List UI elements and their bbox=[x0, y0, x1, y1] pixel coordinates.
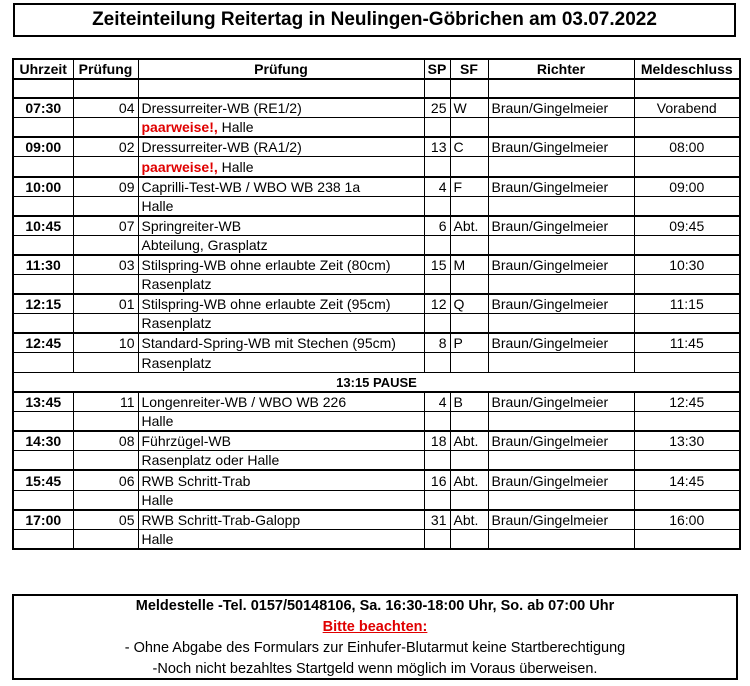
empty-cell bbox=[450, 412, 488, 432]
empty-cell bbox=[488, 196, 634, 216]
empty-cell bbox=[634, 196, 740, 216]
pruefung-name-cell: Stilspring-WB ohne erlaubte Zeit (95cm) bbox=[138, 294, 424, 314]
richter-cell: Braun/Gingelmeier bbox=[488, 255, 634, 275]
empty-cell bbox=[424, 157, 450, 177]
pruefung-name-cell: Dressurreiter-WB (RA1/2) bbox=[138, 137, 424, 157]
pruefung-name-cell: Standard-Spring-WB mit Stechen (95cm) bbox=[138, 333, 424, 353]
empty-cell bbox=[13, 314, 73, 334]
empty-cell bbox=[73, 529, 138, 549]
empty-cell bbox=[450, 451, 488, 471]
richter-cell: Braun/Gingelmeier bbox=[488, 333, 634, 353]
empty-cell bbox=[73, 157, 138, 177]
empty-cell bbox=[73, 118, 138, 138]
table-row bbox=[13, 137, 740, 157]
location-note-cell bbox=[138, 353, 424, 373]
empty-cell bbox=[73, 451, 138, 471]
richter-cell: Braun/Gingelmeier bbox=[488, 216, 634, 236]
header-sf: SF bbox=[450, 59, 488, 79]
empty-cell bbox=[424, 235, 450, 255]
location-label: Abteilung, Grasplatz bbox=[141, 236, 268, 253]
location-note-cell bbox=[138, 275, 424, 295]
sp-cell: 6 bbox=[424, 216, 450, 236]
sp-cell: 4 bbox=[424, 177, 450, 197]
empty-cell bbox=[13, 275, 73, 295]
empty-cell bbox=[488, 529, 634, 549]
table-row bbox=[13, 392, 740, 412]
pruefung-nr-cell: 02 bbox=[73, 137, 138, 157]
table-row bbox=[13, 333, 740, 353]
meldeschluss-cell: 12:45 bbox=[634, 392, 740, 412]
empty-cell bbox=[13, 235, 73, 255]
table-row bbox=[13, 177, 740, 197]
empty-cell bbox=[13, 118, 73, 138]
empty-cell bbox=[73, 490, 138, 510]
sf-cell: F bbox=[450, 177, 488, 197]
header-sp: SP bbox=[424, 59, 450, 79]
empty-cell bbox=[450, 196, 488, 216]
meldeschluss-cell: 14:45 bbox=[634, 470, 740, 490]
table-row-note bbox=[13, 235, 740, 255]
sf-cell: W bbox=[450, 98, 488, 118]
empty-cell bbox=[488, 451, 634, 471]
richter-cell: Braun/Gingelmeier bbox=[488, 392, 634, 412]
header-richter: Richter bbox=[488, 59, 634, 79]
time-cell: 15:45 bbox=[13, 470, 73, 490]
header-pruefung-nr: Prüfung bbox=[73, 59, 138, 79]
sp-cell: 25 bbox=[424, 98, 450, 118]
table-row bbox=[13, 431, 740, 451]
table-row-note bbox=[13, 118, 740, 138]
sp-cell: 4 bbox=[424, 392, 450, 412]
pause-section bbox=[13, 373, 740, 393]
sp-cell: 13 bbox=[424, 137, 450, 157]
footer-note-2: -Noch nicht bezahltes Startgeld wenn möglich im Voraus überweisen. bbox=[152, 661, 598, 677]
empty-cell bbox=[488, 490, 634, 510]
table-row-note bbox=[13, 412, 740, 432]
empty-cell bbox=[488, 353, 634, 373]
page-title: Zeiteinteilung Reitertag in Neulingen-Göbrichen am 03.07.2022 bbox=[13, 3, 736, 37]
meldeschluss-cell: 08:00 bbox=[634, 137, 740, 157]
location-note-cell bbox=[138, 314, 424, 334]
richter-cell: Braun/Gingelmeier bbox=[488, 510, 634, 530]
richter-cell: Braun/Gingelmeier bbox=[488, 98, 634, 118]
empty-cell bbox=[634, 412, 740, 432]
table-row-note bbox=[13, 529, 740, 549]
location-label: Rasenplatz bbox=[141, 315, 212, 332]
location-label: Rasenplatz oder Halle bbox=[141, 452, 280, 469]
time-cell: 14:30 bbox=[13, 431, 73, 451]
empty-cell bbox=[73, 314, 138, 334]
empty-cell bbox=[424, 196, 450, 216]
location-label: Halle bbox=[141, 491, 174, 508]
richter-cell: Braun/Gingelmeier bbox=[488, 431, 634, 451]
footer-meldestelle: Meldestelle -Tel. 0157/50148106, Sa. 16:30-18:00 Uhr, So. ab 07:00 Uhr bbox=[135, 598, 615, 614]
pruefung-name-cell: RWB Schritt-Trab-Galopp bbox=[138, 510, 424, 530]
empty-cell bbox=[13, 353, 73, 373]
schedule-table bbox=[12, 58, 741, 550]
pruefung-name-cell: Springreiter-WB bbox=[138, 216, 424, 236]
empty-cell bbox=[488, 412, 634, 432]
paarweise-label: paarweise!, bbox=[141, 119, 218, 136]
empty-cell bbox=[634, 157, 740, 177]
table-row bbox=[13, 98, 740, 118]
empty-cell bbox=[450, 529, 488, 549]
paarweise-label: paarweise!, bbox=[141, 158, 218, 175]
table-row bbox=[13, 216, 740, 236]
time-cell: 07:30 bbox=[13, 98, 73, 118]
table-row-note bbox=[13, 196, 740, 216]
pruefung-nr-cell: 03 bbox=[73, 255, 138, 275]
empty-cell bbox=[424, 314, 450, 334]
footer-warning-title: Bitte beachten: bbox=[322, 619, 428, 635]
empty-cell bbox=[634, 451, 740, 471]
table-row bbox=[13, 510, 740, 530]
empty-cell bbox=[73, 412, 138, 432]
location-label: Rasenplatz bbox=[141, 354, 212, 371]
time-cell: 17:00 bbox=[13, 510, 73, 530]
empty-cell bbox=[13, 451, 73, 471]
empty-cell bbox=[450, 118, 488, 138]
schedule-body-morning bbox=[13, 79, 740, 373]
location-note-cell bbox=[138, 490, 424, 510]
location-label: Halle bbox=[217, 158, 254, 175]
empty-cell bbox=[634, 118, 740, 138]
location-note-cell bbox=[138, 529, 424, 549]
empty-cell bbox=[488, 118, 634, 138]
pruefung-name-cell: RWB Schritt-Trab bbox=[138, 470, 424, 490]
empty-cell bbox=[634, 314, 740, 334]
footer-box bbox=[12, 594, 738, 680]
empty-cell bbox=[13, 412, 73, 432]
pruefung-nr-cell: 10 bbox=[73, 333, 138, 353]
pause-row: 13:15 PAUSE bbox=[13, 373, 740, 393]
pruefung-nr-cell: 07 bbox=[73, 216, 138, 236]
empty-cell bbox=[450, 490, 488, 510]
empty-cell bbox=[73, 235, 138, 255]
pruefung-nr-cell: 04 bbox=[73, 98, 138, 118]
schedule-body-afternoon bbox=[13, 392, 740, 549]
empty-cell bbox=[424, 412, 450, 432]
header-uhrzeit: Uhrzeit bbox=[13, 59, 73, 79]
empty-cell bbox=[13, 196, 73, 216]
pruefung-nr-cell: 06 bbox=[73, 470, 138, 490]
sp-cell: 15 bbox=[424, 255, 450, 275]
sf-cell: P bbox=[450, 333, 488, 353]
sf-cell: Abt. bbox=[450, 510, 488, 530]
empty-cell bbox=[424, 529, 450, 549]
empty-cell bbox=[450, 314, 488, 334]
location-note-cell bbox=[138, 235, 424, 255]
empty-cell bbox=[13, 490, 73, 510]
sf-cell: Abt. bbox=[450, 470, 488, 490]
time-cell: 09:00 bbox=[13, 137, 73, 157]
sp-cell: 12 bbox=[424, 294, 450, 314]
location-label: Halle bbox=[141, 413, 174, 430]
location-note-cell bbox=[138, 118, 424, 138]
pruefung-name-cell: Dressurreiter-WB (RE1/2) bbox=[138, 98, 424, 118]
pruefung-nr-cell: 11 bbox=[73, 392, 138, 412]
sp-cell: 16 bbox=[424, 470, 450, 490]
empty-cell bbox=[488, 157, 634, 177]
empty-cell bbox=[634, 490, 740, 510]
location-label: Halle bbox=[141, 197, 174, 214]
pruefung-nr-cell: 09 bbox=[73, 177, 138, 197]
sf-cell: Q bbox=[450, 294, 488, 314]
meldeschluss-cell: 11:15 bbox=[634, 294, 740, 314]
spacer-row bbox=[13, 79, 740, 99]
table-row bbox=[13, 470, 740, 490]
richter-cell: Braun/Gingelmeier bbox=[488, 470, 634, 490]
empty-cell bbox=[488, 235, 634, 255]
empty-cell bbox=[424, 451, 450, 471]
sf-cell: C bbox=[450, 137, 488, 157]
empty-cell bbox=[450, 353, 488, 373]
richter-cell: Braun/Gingelmeier bbox=[488, 177, 634, 197]
empty-cell bbox=[13, 157, 73, 177]
table-row-note bbox=[13, 451, 740, 471]
empty-cell bbox=[13, 529, 73, 549]
sf-cell: Abt. bbox=[450, 216, 488, 236]
table-row bbox=[13, 255, 740, 275]
empty-cell bbox=[450, 275, 488, 295]
time-cell: 10:45 bbox=[13, 216, 73, 236]
table-row-note bbox=[13, 314, 740, 334]
time-cell: 11:30 bbox=[13, 255, 73, 275]
location-note-cell bbox=[138, 157, 424, 177]
table-row bbox=[13, 294, 740, 314]
time-cell: 12:15 bbox=[13, 294, 73, 314]
richter-cell: Braun/Gingelmeier bbox=[488, 137, 634, 157]
empty-cell bbox=[488, 275, 634, 295]
header-pruefung: Prüfung bbox=[138, 59, 424, 79]
time-cell: 12:45 bbox=[13, 333, 73, 353]
empty-cell bbox=[634, 235, 740, 255]
table-row-note bbox=[13, 353, 740, 373]
meldeschluss-cell: Vorabend bbox=[634, 98, 740, 118]
sp-cell: 31 bbox=[424, 510, 450, 530]
meldeschluss-cell: 16:00 bbox=[634, 510, 740, 530]
empty-cell bbox=[488, 314, 634, 334]
sp-cell: 18 bbox=[424, 431, 450, 451]
empty-cell bbox=[424, 353, 450, 373]
empty-cell bbox=[450, 235, 488, 255]
pruefung-name-cell: Caprilli-Test-WB / WBO WB 238 1a bbox=[138, 177, 424, 197]
pruefung-name-cell: Stilspring-WB ohne erlaubte Zeit (80cm) bbox=[138, 255, 424, 275]
pruefung-nr-cell: 05 bbox=[73, 510, 138, 530]
table-row-note bbox=[13, 275, 740, 295]
location-label: Rasenplatz bbox=[141, 276, 212, 293]
meldeschluss-cell: 09:45 bbox=[634, 216, 740, 236]
empty-cell bbox=[73, 196, 138, 216]
empty-cell bbox=[450, 157, 488, 177]
empty-cell bbox=[634, 275, 740, 295]
location-note-cell bbox=[138, 412, 424, 432]
empty-cell bbox=[424, 118, 450, 138]
table-row-note bbox=[13, 490, 740, 510]
sf-cell: B bbox=[450, 392, 488, 412]
empty-cell bbox=[424, 275, 450, 295]
location-note-cell bbox=[138, 196, 424, 216]
pruefung-nr-cell: 08 bbox=[73, 431, 138, 451]
table-row-note bbox=[13, 157, 740, 177]
pruefung-nr-cell: 01 bbox=[73, 294, 138, 314]
sp-cell: 8 bbox=[424, 333, 450, 353]
pruefung-name-cell: Longenreiter-WB / WBO WB 226 bbox=[138, 392, 424, 412]
empty-cell bbox=[634, 529, 740, 549]
location-label: Halle bbox=[217, 119, 254, 136]
footer-note-1: - Ohne Abgabe des Formulars zur Einhufer-Blutarmut keine Startberechtigung bbox=[124, 640, 626, 656]
time-cell: 10:00 bbox=[13, 177, 73, 197]
header-row bbox=[13, 59, 740, 79]
meldeschluss-cell: 11:45 bbox=[634, 333, 740, 353]
time-cell: 13:45 bbox=[13, 392, 73, 412]
meldeschluss-cell: 13:30 bbox=[634, 431, 740, 451]
meldeschluss-cell: 09:00 bbox=[634, 177, 740, 197]
location-label: Halle bbox=[141, 530, 174, 547]
header-meldeschluss: Meldeschluss bbox=[634, 59, 740, 79]
location-note-cell bbox=[138, 451, 424, 471]
meldeschluss-cell: 10:30 bbox=[634, 255, 740, 275]
empty-cell bbox=[634, 353, 740, 373]
empty-cell bbox=[73, 275, 138, 295]
richter-cell: Braun/Gingelmeier bbox=[488, 294, 634, 314]
sf-cell: Abt. bbox=[450, 431, 488, 451]
pruefung-name-cell: Führzügel-WB bbox=[138, 431, 424, 451]
sf-cell: M bbox=[450, 255, 488, 275]
empty-cell bbox=[424, 490, 450, 510]
empty-cell bbox=[73, 353, 138, 373]
